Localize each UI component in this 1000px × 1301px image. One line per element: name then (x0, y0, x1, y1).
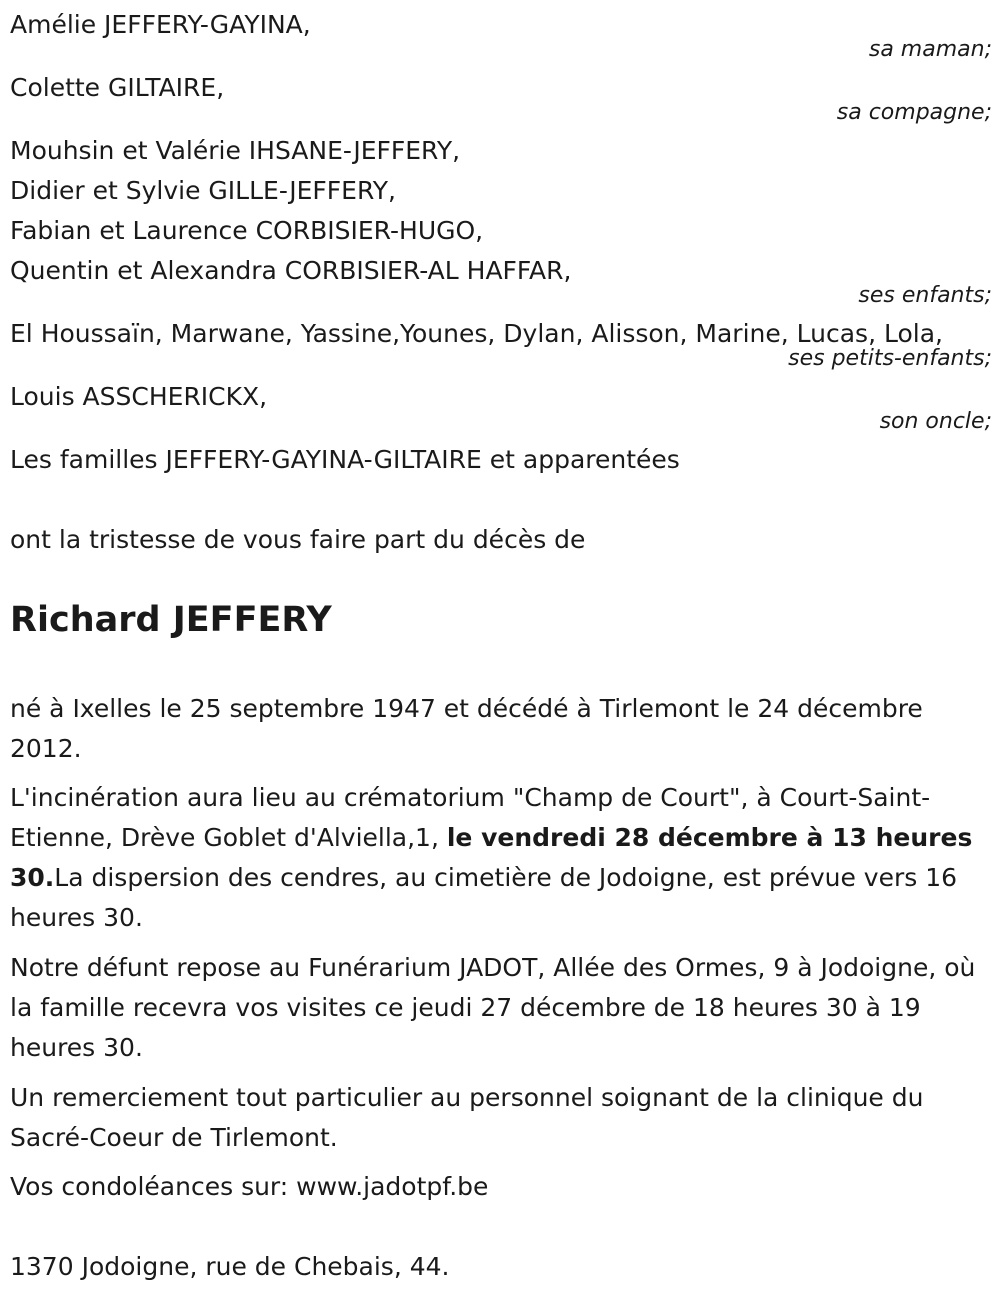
mourner-role: son oncle; (879, 409, 992, 434)
mourner-role: ses petits-enfants; (788, 346, 992, 371)
families-line: Les familles JEFFERY-GAYINA-GILTAIRE et apparentées (10, 445, 680, 474)
mourner-role: sa maman; (868, 37, 992, 62)
ceremony-paragraph (10, 778, 992, 938)
deceased-name: Richard JEFFERY (10, 600, 332, 640)
mourner-role: ses enfants; (858, 283, 992, 308)
ceremony-intro: L'incinération aura lieu au crématorium "Champ de Court", à Court-Saint-Etienne, Drève Goblet d'Alviella,1, (10, 783, 931, 852)
condolences-line: Vos condoléances sur: www.jadotpf.be (10, 1172, 489, 1201)
mourner-name: Louis ASSCHERICKX, (10, 382, 268, 411)
visitation-paragraph: Notre défunt repose au Funérarium JADOT, Allée des Ormes, 9 à Jodoigne, où la famille recevra vos visites ce jeudi 27 décembre de 18 heures 30 à 19 heures 30. (10, 953, 976, 1062)
mourner-name: Fabian et Laurence CORBISIER-HUGO, (10, 216, 484, 245)
ceremony-rest: La dispersion des cendres, au cimetière de Jodoigne, est prévue vers 16 heures 30. (10, 863, 958, 932)
address-line: 1370 Jodoigne, rue de Chebais, 44. (10, 1252, 450, 1281)
ceremony-date: le vendredi 28 décembre à 13 heures 30. (10, 823, 973, 892)
mourner-role: sa compagne; (836, 100, 992, 125)
announcement-line: ont la tristesse de vous faire part du décès de (10, 525, 586, 554)
mourner-name: Colette GILTAIRE, (10, 73, 225, 102)
mourner-name: El Houssaïn, Marwane, Yassine,Younes, Dylan, Alisson, Marine, Lucas, Lola, (10, 319, 943, 348)
mourner-name: Didier et Sylvie GILLE-JEFFERY, (10, 176, 396, 205)
mourner-name: Amélie JEFFERY-GAYINA, (10, 10, 311, 39)
mourner-name: Mouhsin et Valérie IHSANE-JEFFERY, (10, 136, 461, 165)
thanks-paragraph: Un remerciement tout particulier au personnel soignant de la clinique du Sacré-Coeur de Tirlemont. (10, 1083, 924, 1152)
birth-death-paragraph: né à Ixelles le 25 septembre 1947 et décédé à Tirlemont le 24 décembre 2012. (10, 694, 923, 763)
mourner-name: Quentin et Alexandra CORBISIER-AL HAFFAR, (10, 256, 572, 285)
